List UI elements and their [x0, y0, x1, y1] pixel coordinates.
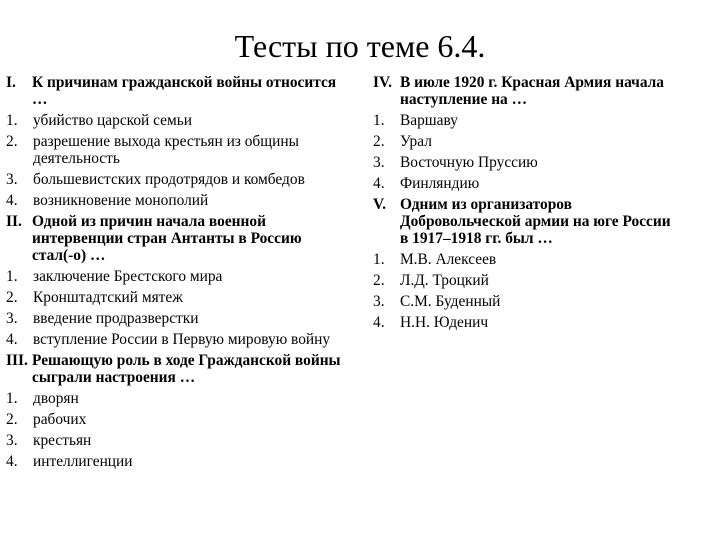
question-number: V.: [373, 196, 386, 213]
option-number: 3.: [373, 154, 385, 171]
question-number: III.: [6, 352, 28, 369]
option-number: 4.: [373, 175, 385, 192]
question-3: [6, 352, 346, 386]
answer-option: [373, 133, 673, 150]
option-text: Кронштадтский мятеж: [33, 289, 183, 306]
question-2: [6, 213, 346, 264]
option-text: заключение Брестского мира: [33, 268, 223, 285]
option-text: крестьян: [33, 432, 92, 449]
answer-option: [6, 171, 346, 188]
question-5: [373, 196, 673, 247]
option-number: 4.: [6, 453, 18, 470]
option-text: Варшаву: [400, 112, 458, 129]
option-text: большевистских продотрядов и комбедов: [33, 171, 305, 188]
option-number: 3.: [6, 171, 18, 188]
option-number: 1.: [6, 112, 18, 129]
question-text: Одной из причин начала военной интервенции стран Антанты в Россию стал(-о) …: [32, 213, 302, 264]
option-text: введение продразверстки: [33, 310, 199, 327]
left-column: [6, 74, 346, 474]
right-column: [373, 74, 673, 335]
answer-option: [373, 293, 673, 310]
answer-option: [373, 175, 673, 192]
option-number: 2.: [6, 411, 18, 428]
answer-option: [373, 251, 673, 268]
option-text: вступление России в Первую мировую войну: [33, 331, 331, 348]
question-text: Решающую роль в ходе Гражданской войны сыграли настроения …: [32, 352, 341, 386]
option-number: 1.: [373, 251, 385, 268]
question-text: В июле 1920 г. Красная Армия начала наступление на …: [400, 74, 664, 108]
option-text: убийство царской семьи: [33, 112, 192, 129]
question-4: [373, 74, 673, 108]
answer-option: [373, 112, 673, 129]
option-number: 4.: [373, 314, 385, 331]
option-number: 3.: [373, 293, 385, 310]
answer-option: [6, 310, 346, 327]
option-number: 2.: [6, 133, 18, 150]
option-number: 1.: [6, 268, 18, 285]
option-text: Финляндию: [400, 175, 480, 192]
answer-option: [6, 432, 346, 449]
option-number: 2.: [373, 133, 385, 150]
option-text: рабочих: [33, 411, 87, 428]
option-text: Восточную Пруссию: [400, 154, 538, 171]
option-text: дворян: [33, 390, 79, 407]
option-text: возникновение монополий: [33, 192, 209, 209]
answer-option: [6, 268, 346, 285]
option-number: 3.: [6, 310, 18, 327]
option-text: Н.Н. Юденич: [400, 314, 489, 331]
answer-option: [373, 272, 673, 289]
option-text: интеллигенции: [33, 453, 133, 470]
option-number: 2.: [373, 272, 385, 289]
answer-option: [6, 453, 346, 470]
option-text: Л.Д. Троцкий: [400, 272, 489, 289]
answer-option: [6, 331, 346, 348]
question-text: К причинам гражданской войны относится …: [32, 74, 337, 108]
option-number: 3.: [6, 432, 18, 449]
question-1: [6, 74, 346, 108]
option-text: разрешение выхода крестьян из общины деятельность: [33, 133, 299, 167]
answer-option: [373, 154, 673, 171]
option-text: М.В. Алексеев: [400, 251, 497, 268]
question-number: II.: [6, 213, 22, 230]
answer-option: [6, 192, 346, 209]
option-number: 1.: [6, 390, 18, 407]
option-number: 4.: [6, 192, 18, 209]
answer-option: [6, 411, 346, 428]
answer-option: [6, 390, 346, 407]
slide-title: Тесты по теме 6.4.: [234, 28, 486, 64]
answer-option: [373, 314, 673, 331]
answer-option: [6, 289, 346, 306]
question-number: IV.: [373, 74, 392, 91]
question-number: I.: [6, 74, 16, 91]
option-number: 1.: [373, 112, 385, 129]
option-number: 4.: [6, 331, 18, 348]
question-text: Одним из организаторов Добровольческой армии на юге России в 1917–1918 гг. был …: [400, 196, 671, 247]
answer-option: [6, 133, 346, 167]
option-number: 2.: [6, 289, 18, 306]
answer-option: [6, 112, 346, 129]
option-text: Урал: [400, 133, 432, 150]
option-text: С.М. Буденный: [400, 293, 501, 310]
